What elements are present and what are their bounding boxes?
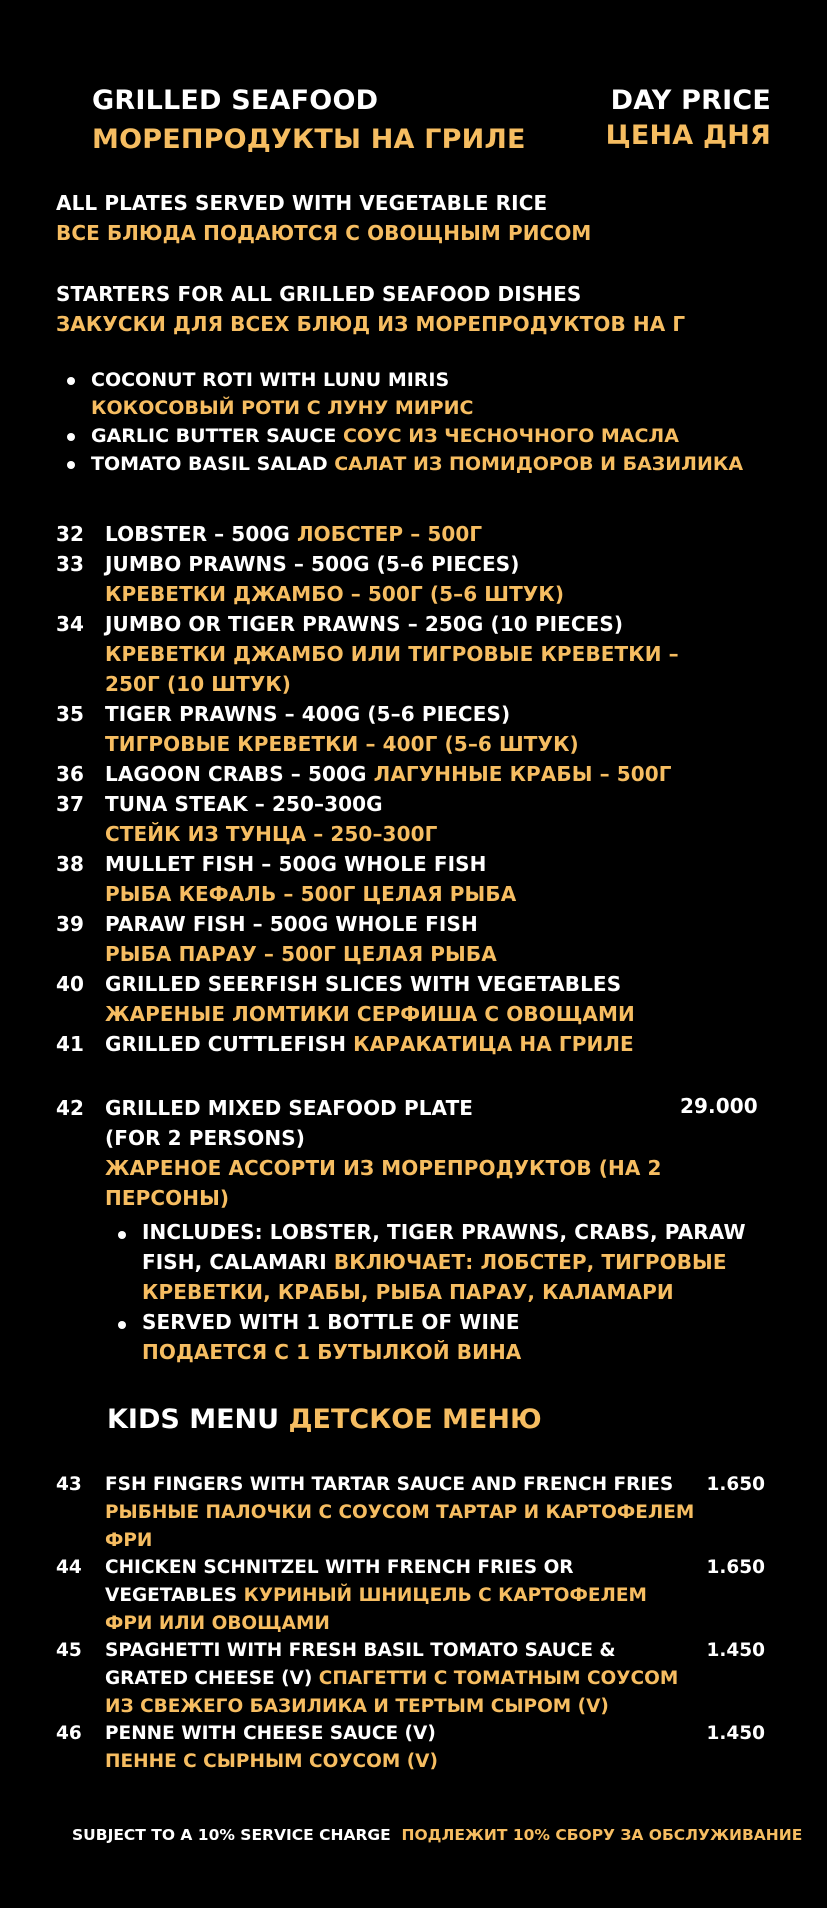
starter-item-en: TOMATO BASIL SALAD [91,453,328,475]
menu-item-line [105,1696,609,1717]
item-text-ru: 250Г (10 ШТУК) [105,672,292,696]
service-charge-ru: ПОДЛЕЖИТ 10% СБОРУ ЗА ОБСЛУЖИВАНИЕ [401,1826,803,1844]
menu-item-line [105,912,478,936]
item-text-en: JUMBO OR TIGER PRAWNS – 250G (10 PIECES) [105,612,624,636]
menu-item-line [105,1530,152,1551]
item-text-ru: РЫБА ПАРАУ – 500Г ЦЕЛАЯ РЫБА [105,942,497,966]
bullet-icon [67,433,75,441]
bullet-icon [118,1321,126,1329]
starters-heading-ru: ЗАКУСКИ ДЛЯ ВСЕХ БЛЮД ИЗ МОРЕПРОДУКТОВ НА Г [56,312,686,336]
section-title-en: GRILLED SEAFOOD [92,85,379,116]
item-text-en: GRILLED MIXED SEAFOOD PLATE [105,1096,474,1120]
item-number: 39 [56,912,85,936]
item-text-en: TIGER PRAWNS – 400G (5–6 PIECES) [105,702,511,726]
served-note-ru: ВСЕ БЛЮДА ПОДАЮТСЯ С ОВОЩНЫМ РИСОМ [56,221,592,245]
menu-item-line [105,552,519,576]
starters-heading-en: STARTERS FOR ALL GRILLED SEAFOOD DISHES [56,282,582,306]
menu-item-line [105,1613,330,1634]
item-number: 44 [56,1557,82,1578]
item-text-en: FISH, CALAMARI [142,1250,334,1274]
starter-item [91,453,743,475]
item-price: 1.450 [706,1640,765,1661]
starter-item-ru: КОКОСОВЫЙ РОТИ С ЛУНУ МИРИС [91,397,474,419]
item-number: 42 [56,1096,85,1120]
starter-item [91,425,679,447]
menu-item-line [105,1640,616,1661]
menu-item-line [105,762,672,786]
item-text-en: FSH FINGERS WITH TARTAR SAUCE AND FRENCH FRIES [105,1474,674,1495]
item-text-ru: КРЕВЕТКИ ДЖАМБО ИЛИ ТИГРОВЫЕ КРЕВЕТКИ – [105,642,679,666]
item-number: 32 [56,522,85,546]
menu-item-line [105,1096,473,1120]
item-number: 40 [56,972,85,996]
day-price-label-ru: ЦЕНА ДНЯ [605,120,771,151]
section-title-ru: МОРЕПРОДУКТЫ НА ГРИЛЕ [92,124,526,155]
menu-item-line [105,1723,436,1744]
item-number: 38 [56,852,85,876]
menu-item-line [105,1668,678,1689]
kids-title-ru: ДЕТСКОЕ МЕНЮ [288,1404,542,1435]
menu-item-line [105,1474,673,1495]
item-text-en: SPAGHETTI WITH FRESH BASIL TOMATO SAUCE & [105,1640,616,1661]
item-text-ru: ФРИ [105,1530,153,1551]
item-text-ru: КРЕВЕТКИ ДЖАМБО – 500Г (5–6 ШТУК) [105,582,565,606]
item-text-ru: ЖАРЕНЫЕ ЛОМТИКИ СЕРФИША С ОВОЩАМИ [105,1002,635,1026]
item-text-ru: ЛАГУННЫЕ КРАБЫ – 500Г [373,762,672,786]
starter-item-en: COCONUT ROTI WITH LUNU MIRIS [91,369,450,391]
item-text-ru: ИЗ СВЕЖЕГО БАЗИЛИКА И ТЕРТЫМ СЫРОМ (V) [105,1696,609,1717]
item-text-en: LAGOON CRABS – 500G [105,762,374,786]
item-text-ru: КАРАКАТИЦА НА ГРИЛЕ [353,1032,634,1056]
menu-item-line [105,1002,635,1026]
item-price: 1.650 [706,1474,765,1495]
item-text-en: LOBSTER – 500G [105,522,297,546]
menu-item-line [105,1126,305,1150]
bullet-icon [67,377,75,385]
item-text-ru: КУРИНЫЙ ШНИЦЕЛЬ С КАРТОФЕЛЕМ [243,1585,647,1606]
menu-item-line [105,582,564,606]
served-note-en: ALL PLATES SERVED WITH VEGETABLE RICE [56,191,548,215]
menu-item-line [105,972,621,996]
item-text-en: (FOR 2 PERSONS) [105,1126,305,1150]
menu-item-line [105,822,437,846]
kids-menu-title [107,1404,542,1435]
item-number: 41 [56,1032,85,1056]
kids-title-en: KIDS MENU [107,1404,280,1435]
menu-item-line [105,882,516,906]
menu-item-line [105,1502,694,1523]
item-text-ru: КРЕВЕТКИ, КРАБЫ, РЫБА ПАРАУ, КАЛАМАРИ [142,1280,674,1304]
item-text-en: MULLET FISH – 500G WHOLE FISH [105,852,487,876]
item-text-ru: РЫБА КЕФАЛЬ – 500Г ЦЕЛАЯ РЫБА [105,882,517,906]
item-number: 36 [56,762,85,786]
item-number: 35 [56,702,85,726]
bullet-icon [67,461,75,469]
item-text-ru: ПОДАЕТСЯ С 1 БУТЫЛКОЙ ВИНА [142,1340,522,1364]
menu-item-line [142,1220,746,1244]
menu-item-line [105,672,291,696]
item-text-ru: РЫБНЫЕ ПАЛОЧКИ С СОУСОМ ТАРТАР И КАРТОФЕЛЕМ [105,1502,695,1523]
menu-item-line [105,942,497,966]
item-number: 37 [56,792,85,816]
item-price: 29.000 [680,1094,758,1118]
item-text-en: SERVED WITH 1 BOTTLE OF WINE [142,1310,520,1334]
item-number: 45 [56,1640,82,1661]
menu-item-line [105,792,383,816]
item-text-ru: ФРИ ИЛИ ОВОЩАМИ [105,1613,330,1634]
menu-item-line [105,612,623,636]
item-text-ru: ВКЛЮЧАЕТ: ЛОБСТЕР, ТИГРОВЫЕ [333,1250,727,1274]
service-charge-note [72,1826,802,1844]
item-text-ru: СТЕЙК ИЗ ТУНЦА – 250–300Г [105,822,438,846]
service-charge-en: SUBJECT TO A 10% SERVICE CHARGE [72,1826,391,1844]
bullet-icon [118,1231,126,1239]
menu-item-line [105,522,482,546]
item-number: 33 [56,552,85,576]
item-text-en: CHICKEN SCHNITZEL WITH FRENCH FRIES OR [105,1557,574,1578]
item-text-en: GRATED CHEESE (V) [105,1668,319,1689]
item-text-en: JUMBO PRAWNS – 500G (5–6 PIECES) [105,552,520,576]
item-number: 46 [56,1723,82,1744]
menu-item-line [142,1250,727,1274]
menu-item-line [105,1156,662,1180]
item-number: 34 [56,612,85,636]
item-text-ru: СПАГЕТТИ С ТОМАТНЫМ СОУСОМ [318,1668,679,1689]
item-text-en: GRILLED CUTTLEFISH [105,1032,354,1056]
item-text-en: VEGETABLES [105,1585,244,1606]
item-text-ru: ЛОБСТЕР – 500Г [296,522,483,546]
item-text-en: PARAW FISH – 500G WHOLE FISH [105,912,478,936]
menu-item-line [142,1310,520,1334]
day-price-label-en: DAY PRICE [610,85,771,116]
item-text-ru: ПЕРСОНЫ) [105,1186,230,1210]
item-price: 1.650 [706,1557,765,1578]
item-text-en: TUNA STEAK – 250–300G [105,792,383,816]
item-text-en: PENNE WITH CHEESE SAUCE (V) [105,1723,436,1744]
item-text-en: GRILLED SEERFISH SLICES WITH VEGETABLES [105,972,622,996]
menu-item-line [105,1186,229,1210]
menu-item-line [105,1585,647,1606]
item-text-ru: ТИГРОВЫЕ КРЕВЕТКИ – 400Г (5–6 ШТУК) [105,732,579,756]
starter-item-ru: СОУС ИЗ ЧЕСНОЧНОГО МАСЛА [342,425,679,447]
item-text-ru: ПЕННЕ С СЫРНЫМ СОУСОМ (V) [105,1751,438,1772]
menu-item-line [105,1557,574,1578]
menu-item-line [142,1340,521,1364]
item-number: 43 [56,1474,82,1495]
item-price: 1.450 [706,1723,765,1744]
item-text-ru: ЖАРЕНОЕ АССОРТИ ИЗ МОРЕПРОДУКТОВ (НА 2 [105,1156,662,1180]
menu-item-line [142,1280,674,1304]
menu-item-line [105,1032,634,1056]
menu-item-line [105,852,487,876]
menu-item-line [105,642,679,666]
starter-item-en: GARLIC BUTTER SAUCE [91,425,337,447]
starter-item-ru: САЛАТ ИЗ ПОМИДОРОВ И БАЗИЛИКА [334,453,744,475]
item-text-en: INCLUDES: LOBSTER, TIGER PRAWNS, CRABS, PARAW [142,1220,746,1244]
menu-item-line [105,1751,438,1772]
menu-item-line [105,732,579,756]
menu-item-line [105,702,510,726]
